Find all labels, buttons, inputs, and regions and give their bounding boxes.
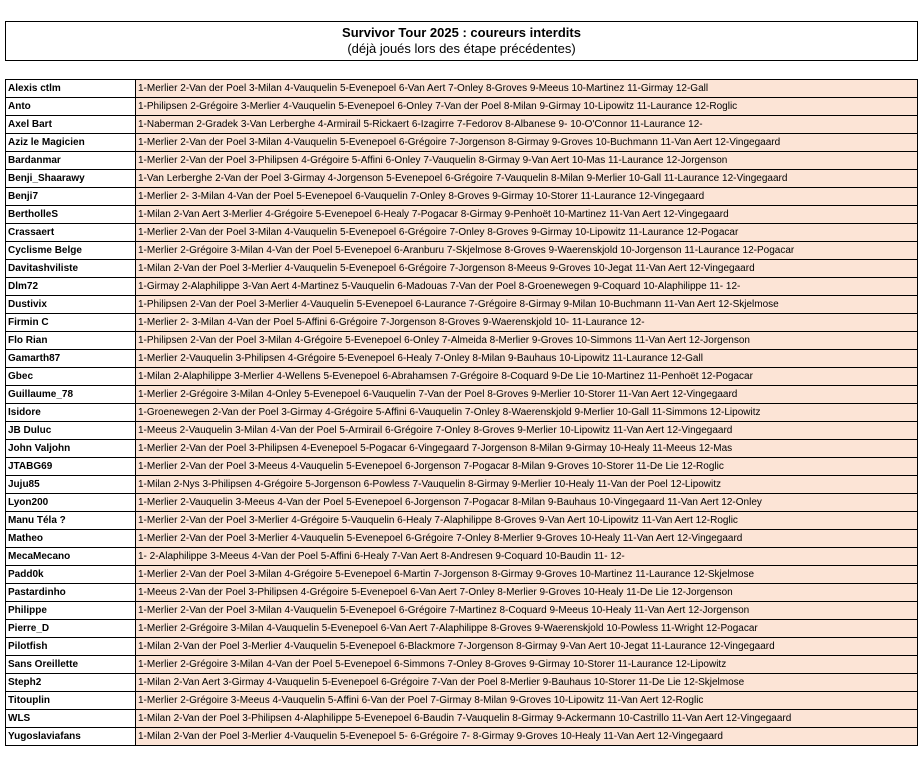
forbidden-riders-cell[interactable]: 1-Milan 2-Nys 3-Philipsen 4-Grégoire 5-Jorgenson 6-Powless 7-Vauquelin 8-Girmay 9-Merlier 10-Healy 11-Van der Poel 12-Lipowitz bbox=[136, 476, 918, 494]
player-name-cell[interactable]: Pilotfish bbox=[6, 638, 136, 656]
forbidden-riders-cell[interactable]: 1-Merlier 2-Grégoire 3-Milan 4-Onley 5-Evenepoel 6-Vauquelin 7-Van der Poel 8-Groves 9-Merlier 10-Storer 11-Van Aert 12-Vingegaard bbox=[136, 386, 918, 404]
player-name-cell[interactable]: Philippe bbox=[6, 602, 136, 620]
player-name-cell[interactable]: Alexis ctlm bbox=[6, 80, 136, 98]
table-row bbox=[6, 566, 918, 584]
table-row bbox=[6, 188, 918, 206]
player-name-cell[interactable]: Manu Téla ? bbox=[6, 512, 136, 530]
player-name-cell[interactable]: John Valjohn bbox=[6, 440, 136, 458]
forbidden-riders-cell[interactable]: 1-Van Lerberghe 2-Van der Poel 3-Girmay 4-Jorgenson 5-Evenepoel 6-Grégoire 7-Vauquelin 8-Milan 9-Merlier 10-Gall 11-Laurance 12-Vingegaard bbox=[136, 170, 918, 188]
table-row bbox=[6, 710, 918, 728]
table-row bbox=[6, 206, 918, 224]
player-name-cell[interactable]: Dustivix bbox=[6, 296, 136, 314]
player-name-cell[interactable]: Cyclisme Belge bbox=[6, 242, 136, 260]
player-name-cell[interactable]: JB Duluc bbox=[6, 422, 136, 440]
page-title: Survivor Tour 2025 : coureurs interdits bbox=[342, 25, 581, 40]
table-row bbox=[6, 584, 918, 602]
player-name-cell[interactable]: Aziz le Magicien bbox=[6, 134, 136, 152]
player-name-cell[interactable]: MecaMecano bbox=[6, 548, 136, 566]
forbidden-riders-cell[interactable]: 1-Merlier 2-Van der Poel 3-Milan 4-Vauquelin 5-Evenepoel 6-Grégoire 7-Jorgenson 8-Girmay 9-Groves 10-Buchmann 11-Van Aert 12-Vingegaard bbox=[136, 134, 918, 152]
player-name-cell[interactable]: Benji_Shaarawy bbox=[6, 170, 136, 188]
player-name-cell[interactable]: Flo Rian bbox=[6, 332, 136, 350]
table-row bbox=[6, 224, 918, 242]
player-name-cell[interactable]: Crassaert bbox=[6, 224, 136, 242]
table-row bbox=[6, 692, 918, 710]
forbidden-riders-cell[interactable]: 1-Philipsen 2-Grégoire 3-Merlier 4-Vauquelin 5-Evenepoel 6-Onley 7-Van der Poel 8-Milan 9-Girmay 10-Lipowitz 11-Laurance 12-Roglic bbox=[136, 98, 918, 116]
forbidden-riders-cell[interactable]: 1-Milan 2-Van Aert 3-Merlier 4-Grégoire 5-Evenepoel 6-Healy 7-Pogacar 8-Girmay 9-Penhoët 10-Martinez 11-Van Aert 12-Vingegaard bbox=[136, 206, 918, 224]
forbidden-riders-cell[interactable]: 1- 2-Alaphilippe 3-Meeus 4-Van der Poel 5-Affini 6-Healy 7-Van Aert 8-Andresen 9-Coquard 10-Baudin 11- 12- bbox=[136, 548, 918, 566]
table-row bbox=[6, 404, 918, 422]
player-name-cell[interactable]: WLS bbox=[6, 710, 136, 728]
forbidden-riders-cell[interactable]: 1-Merlier 2-Grégoire 3-Milan 4-Van der Poel 5-Evenepoel 6-Simmons 7-Onley 8-Groves 9-Girmay 10-Storer 11-Laurance 12-Lipowitz bbox=[136, 656, 918, 674]
forbidden-riders-cell[interactable]: 1-Milan 2-Van der Poel 3-Merlier 4-Vauquelin 5-Evenepoel 6-Grégoire 7-Jorgenson 8-Meeus 9-Groves 10-Jegat 11-Van Aert 12-Vingegaard bbox=[136, 260, 918, 278]
player-name-cell[interactable]: Pierre_D bbox=[6, 620, 136, 638]
table-row bbox=[6, 458, 918, 476]
table-row bbox=[6, 350, 918, 368]
table-row bbox=[6, 134, 918, 152]
forbidden-riders-cell[interactable]: 1-Merlier 2-Van der Poel 3-Milan 4-Vauquelin 5-Evenepoel 6-Van Aert 7-Onley 8-Groves 9-Meeus 10-Martinez 11-Girmay 12-Gall bbox=[136, 80, 918, 98]
forbidden-riders-cell[interactable]: 1-Merlier 2-Van der Poel 3-Philipsen 4-Evenepoel 5-Pogacar 6-Vingegaard 7-Jorgenson 8-Milan 9-Girmay 10-Healy 11-Meeus 12-Mas bbox=[136, 440, 918, 458]
title-box bbox=[5, 21, 918, 61]
player-name-cell[interactable]: Sans Oreillette bbox=[6, 656, 136, 674]
forbidden-riders-cell[interactable]: 1-Groenewegen 2-Van der Poel 3-Girmay 4-Grégoire 5-Affini 6-Vauquelin 7-Onley 8-Waerenskjold 9-Merlier 10-Gall 11-Simmons 12-Lipowitz bbox=[136, 404, 918, 422]
riders-table bbox=[5, 79, 918, 746]
forbidden-riders-cell[interactable]: 1-Meeus 2-Van der Poel 3-Philipsen 4-Grégoire 5-Evenepoel 6-Van Aert 7-Onley 8-Merlier 9-Groves 10-Healy 11-De Lie 12-Jorgenson bbox=[136, 584, 918, 602]
table-row bbox=[6, 674, 918, 692]
forbidden-riders-cell[interactable]: 1-Milan 2-Van Aert 3-Girmay 4-Vauquelin 5-Evenepoel 6-Grégoire 7-Van der Poel 8-Merlier 9-Bauhaus 10-Storer 11-De Lie 12-Skjelmose bbox=[136, 674, 918, 692]
forbidden-riders-cell[interactable]: 1-Merlier 2-Van der Poel 3-Milan 4-Grégoire 5-Evenepoel 6-Martin 7-Jorgenson 8-Girmay 9-Groves 10-Martinez 11-Laurance 12-Skjelmose bbox=[136, 566, 918, 584]
table-row bbox=[6, 638, 918, 656]
table-row bbox=[6, 152, 918, 170]
forbidden-riders-cell[interactable]: 1-Merlier 2- 3-Milan 4-Van der Poel 5-Affini 6-Grégoire 7-Jorgenson 8-Groves 9-Waerenskjold 10- 11-Laurance 12- bbox=[136, 314, 918, 332]
player-name-cell[interactable]: Padd0k bbox=[6, 566, 136, 584]
forbidden-riders-cell[interactable]: 1-Meeus 2-Vauquelin 3-Milan 4-Van der Poel 5-Armirail 6-Grégoire 7-Onley 8-Groves 9-Merlier 10-Lipowitz 11-Van Aert 12-Vingegaard bbox=[136, 422, 918, 440]
forbidden-riders-cell[interactable]: 1-Merlier 2-Van der Poel 3-Merlier 4-Grégoire 5-Vauquelin 6-Healy 7-Alaphilippe 8-Groves 9-Van Aert 10-Lipowitz 11-Van Aert 12-Roglic bbox=[136, 512, 918, 530]
table-row bbox=[6, 728, 918, 746]
table-row bbox=[6, 278, 918, 296]
player-name-cell[interactable]: Juju85 bbox=[6, 476, 136, 494]
forbidden-riders-cell[interactable]: 1-Merlier 2-Van der Poel 3-Merlier 4-Vauquelin 5-Evenepoel 6-Grégoire 7-Onley 8-Merlier 9-Groves 10-Healy 11-Van Aert 12-Vingegaard bbox=[136, 530, 918, 548]
player-name-cell[interactable]: Davitashviliste bbox=[6, 260, 136, 278]
forbidden-riders-cell[interactable]: 1-Merlier 2-Van der Poel 3-Meeus 4-Vauquelin 5-Evenepoel 6-Jorgenson 7-Pogacar 8-Milan 9-Groves 10-Storer 11-De Lie 12-Roglic bbox=[136, 458, 918, 476]
page-subtitle: (déjà joués lors des étape précédentes) bbox=[347, 41, 576, 56]
table-row bbox=[6, 260, 918, 278]
forbidden-riders-cell[interactable]: 1-Merlier 2-Van der Poel 3-Milan 4-Vauquelin 5-Evenepoel 6-Grégoire 7-Martinez 8-Coquard 9-Meeus 10-Healy 11-Van Aert 12-Jorgenson bbox=[136, 602, 918, 620]
forbidden-riders-cell[interactable]: 1-Milan 2-Van der Poel 3-Philipsen 4-Alaphilippe 5-Evenepoel 6-Baudin 7-Vauquelin 8-Girmay 9-Ackermann 10-Castrillo 11-Van Aert 12-Vingegaard bbox=[136, 710, 918, 728]
table-row bbox=[6, 314, 918, 332]
table-row bbox=[6, 386, 918, 404]
forbidden-riders-cell[interactable]: 1-Milan 2-Alaphilippe 3-Merlier 4-Wellens 5-Evenepoel 6-Abrahamsen 7-Grégoire 8-Coquard 9-De Lie 10-Martinez 11-Penhoët 12-Pogacar bbox=[136, 368, 918, 386]
player-name-cell[interactable]: Pastardinho bbox=[6, 584, 136, 602]
table-row bbox=[6, 602, 918, 620]
player-name-cell[interactable]: Benji7 bbox=[6, 188, 136, 206]
player-name-cell[interactable]: Guillaume_78 bbox=[6, 386, 136, 404]
forbidden-riders-cell[interactable]: 1-Merlier 2-Grégoire 3-Milan 4-Vauquelin 5-Evenepoel 6-Van Aert 7-Alaphilippe 8-Groves 9-Waerenskjold 10-Powless 11-Wright 12-Pogacar bbox=[136, 620, 918, 638]
forbidden-riders-cell[interactable]: 1-Merlier 2-Vauquelin 3-Meeus 4-Van der Poel 5-Evenepoel 6-Jorgenson 7-Pogacar 8-Milan 9-Bauhaus 10-Vingegaard 11-Van Aert 12-Onley bbox=[136, 494, 918, 512]
table-row bbox=[6, 548, 918, 566]
table-row bbox=[6, 476, 918, 494]
table-row bbox=[6, 80, 918, 98]
player-name-cell[interactable]: Titouplin bbox=[6, 692, 136, 710]
player-name-cell[interactable]: Gamarth87 bbox=[6, 350, 136, 368]
player-name-cell[interactable]: Firmin C bbox=[6, 314, 136, 332]
forbidden-riders-cell[interactable]: 1-Merlier 2- 3-Milan 4-Van der Poel 5-Evenepoel 6-Vauquelin 7-Onley 8-Groves 9-Girmay 10-Storer 11-Laurance 12-Vingegaard bbox=[136, 188, 918, 206]
player-name-cell[interactable]: Yugoslaviafans bbox=[6, 728, 136, 746]
player-name-cell[interactable]: Anto bbox=[6, 98, 136, 116]
forbidden-riders-cell[interactable]: 1-Girmay 2-Alaphilippe 3-Van Aert 4-Martinez 5-Vauquelin 6-Madouas 7-Van der Poel 8-Groenewegen 9-Coquard 10-Alaphilippe 11- 12- bbox=[136, 278, 918, 296]
table-row bbox=[6, 440, 918, 458]
forbidden-riders-cell[interactable]: 1-Philipsen 2-Van der Poel 3-Milan 4-Grégoire 5-Evenepoel 6-Onley 7-Almeida 8-Merlier 9-Groves 10-Simmons 11-Van Aert 12-Jorgenson bbox=[136, 332, 918, 350]
forbidden-riders-cell[interactable]: 1-Naberman 2-Gradek 3-Van Lerberghe 4-Armirail 5-Rickaert 6-Izagirre 7-Fedorov 8-Albanese 9- 10-O'Connor 11-Laurance 12- bbox=[136, 116, 918, 134]
table-row bbox=[6, 368, 918, 386]
table-row bbox=[6, 332, 918, 350]
table-row bbox=[6, 494, 918, 512]
player-name-cell[interactable]: Bardanmar bbox=[6, 152, 136, 170]
table-row bbox=[6, 296, 918, 314]
forbidden-riders-cell[interactable]: 1-Philipsen 2-Van der Poel 3-Merlier 4-Vauquelin 5-Evenepoel 6-Laurance 7-Grégoire 8-Girmay 9-Milan 10-Buchmann 11-Van Aert 12-Skjelmose bbox=[136, 296, 918, 314]
table-row bbox=[6, 530, 918, 548]
table-row bbox=[6, 422, 918, 440]
player-name-cell[interactable]: Gbec bbox=[6, 368, 136, 386]
player-name-cell[interactable]: Matheo bbox=[6, 530, 136, 548]
player-name-cell[interactable]: Isidore bbox=[6, 404, 136, 422]
player-name-cell[interactable]: Dlm72 bbox=[6, 278, 136, 296]
forbidden-riders-cell[interactable]: 1-Merlier 2-Vauquelin 3-Philipsen 4-Grégoire 5-Evenepoel 6-Healy 7-Onley 8-Milan 9-Bauhaus 10-Lipowitz 11-Laurance 12-Gall bbox=[136, 350, 918, 368]
player-name-cell[interactable]: Axel Bart bbox=[6, 116, 136, 134]
table-row bbox=[6, 512, 918, 530]
table-row bbox=[6, 116, 918, 134]
forbidden-riders-cell[interactable]: 1-Merlier 2-Grégoire 3-Meeus 4-Vauquelin 5-Affini 6-Van der Poel 7-Girmay 8-Milan 9-Groves 10-Lipowitz 11-Van Aert 12-Roglic bbox=[136, 692, 918, 710]
forbidden-riders-cell[interactable]: 1-Merlier 2-Grégoire 3-Milan 4-Van der Poel 5-Evenepoel 6-Aranburu 7-Skjelmose 8-Groves 9-Waerenskjold 10-Jorgenson 11-Laurance 12-Pogacar bbox=[136, 242, 918, 260]
table-row bbox=[6, 98, 918, 116]
table-row bbox=[6, 242, 918, 260]
table-row bbox=[6, 620, 918, 638]
forbidden-riders-cell[interactable]: 1-Milan 2-Van der Poel 3-Merlier 4-Vauquelin 5-Evenepoel 6-Blackmore 7-Jorgenson 8-Girmay 9-Van Aert 10-Jegat 11-Laurance 12-Vingegaard bbox=[136, 638, 918, 656]
forbidden-riders-cell[interactable]: 1-Milan 2-Van der Poel 3-Merlier 4-Vauquelin 5-Evenepoel 5- 6-Grégoire 7- 8-Girmay 9-Groves 10-Healy 11-Van Aert 12-Vingegaard bbox=[136, 728, 918, 746]
forbidden-riders-cell[interactable]: 1-Merlier 2-Van der Poel 3-Philipsen 4-Grégoire 5-Affini 6-Onley 7-Vauquelin 8-Girmay 9-Van Aert 10-Mas 11-Laurance 12-Jorgenson bbox=[136, 152, 918, 170]
table-row bbox=[6, 656, 918, 674]
player-name-cell[interactable]: Lyon200 bbox=[6, 494, 136, 512]
table-row bbox=[6, 170, 918, 188]
player-name-cell[interactable]: Steph2 bbox=[6, 674, 136, 692]
player-name-cell[interactable]: JTABG69 bbox=[6, 458, 136, 476]
forbidden-riders-cell[interactable]: 1-Merlier 2-Van der Poel 3-Milan 4-Vauquelin 5-Evenepoel 6-Grégoire 7-Onley 8-Groves 9-Girmay 10-Lipowitz 11-Laurance 12-Pogacar bbox=[136, 224, 918, 242]
player-name-cell[interactable]: BertholleS bbox=[6, 206, 136, 224]
